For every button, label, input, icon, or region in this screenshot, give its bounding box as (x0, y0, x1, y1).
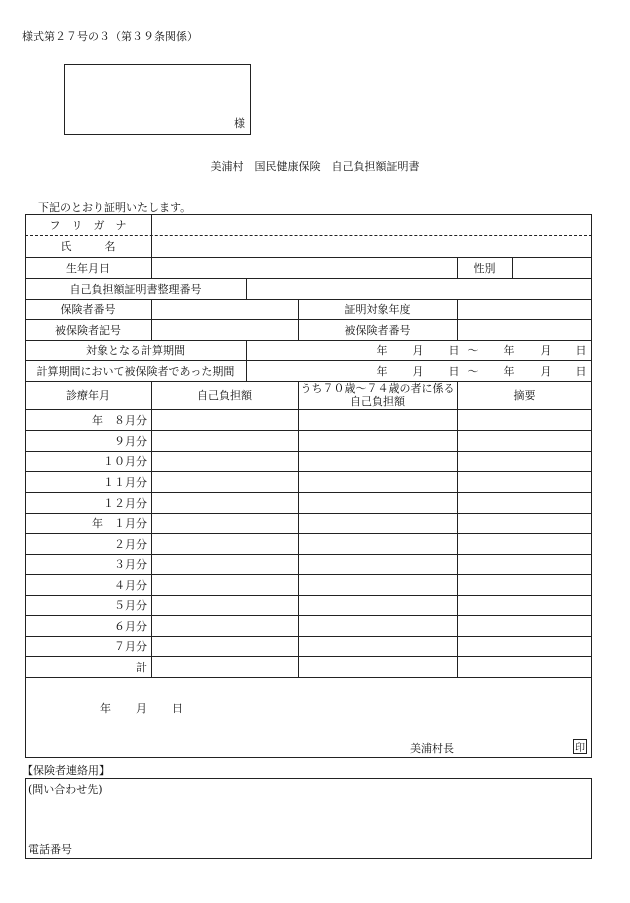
row-month: ５月分 (114, 599, 147, 612)
period1-to-month: 月 (540, 344, 552, 357)
period1-to-year: 年 (503, 344, 515, 357)
calc-period-label: 対象となる計算期間 (86, 344, 185, 357)
row-month: ３月分 (114, 558, 147, 571)
name-label: 氏 名 (60, 240, 116, 253)
row-month: 年 １月分 (92, 517, 147, 530)
row-month: 年 ８月分 (92, 413, 147, 427)
seal-mark: 印 (573, 739, 587, 754)
period2-tilde: ～ (467, 364, 479, 378)
period2-from-year: 年 (376, 364, 388, 378)
insurer-number-label: 保険者番号 (60, 303, 116, 316)
period1-from-year: 年 (376, 344, 388, 357)
row-month: ７月分 (114, 640, 147, 653)
header-copay-70-74-line2: 自己負担額 (350, 395, 405, 408)
period2-to-day: 日 (575, 364, 587, 378)
row-month: １０月分 (103, 455, 147, 468)
row-total: 計 (136, 660, 147, 674)
issuer-name: 美浦村長 (410, 742, 454, 755)
addressee-suffix: 様 (234, 117, 245, 130)
period2-from-day: 日 (448, 364, 460, 378)
header-month: 診療年月 (66, 389, 110, 402)
birthdate-label: 生年月日 (66, 261, 110, 275)
insured-period-label: 計算期間において被保険者であった期間 (36, 364, 235, 378)
row-month: １２月分 (103, 496, 147, 510)
contact-phone: 電話番号 (28, 843, 72, 856)
issue-date-month: 月 (136, 702, 147, 715)
insured-number-label: 被保険者番号 (344, 323, 411, 337)
furigana-label: フ リ ガ ナ (49, 218, 127, 232)
document-title: 美浦村 国民健康保険 自己負担額証明書 (210, 160, 420, 173)
period1-tilde: ～ (467, 344, 479, 357)
cert-number-label: 自己負担額証明書整理番号 (69, 282, 202, 296)
contact-section-title: 【保険者連絡用】 (22, 764, 110, 777)
period2-to-month: 月 (540, 364, 552, 378)
header-copay: 自己負担額 (197, 389, 252, 402)
period1-from-day: 日 (448, 344, 460, 357)
row-month: ２月分 (114, 537, 147, 551)
period2-from-month: 月 (412, 364, 424, 378)
period1-from-month: 月 (412, 344, 424, 357)
cert-year-label: 証明対象年度 (344, 303, 411, 316)
addressee-box (64, 64, 251, 135)
form-number: 様式第２７号の３（第３９条関係） (22, 30, 198, 43)
header-copay-70-74-line1: うち７０歳～７４歳の者に係る (300, 382, 455, 395)
insured-symbol-label: 被保険者記号 (55, 323, 121, 337)
row-month: ４月分 (114, 578, 147, 592)
issue-date-year: 年 (100, 702, 111, 715)
row-month: ９月分 (114, 434, 147, 448)
contact-inquiry: (問い合わせ先) (28, 783, 103, 796)
contact-box (25, 778, 592, 859)
row-month: ６月分 (114, 619, 147, 633)
period1-to-day: 日 (575, 344, 587, 357)
intro-text: 下記のとおり証明いたします。 (38, 201, 192, 214)
issue-date-day: 日 (172, 702, 183, 715)
row-month: １１月分 (103, 475, 147, 489)
header-remarks: 摘要 (513, 389, 536, 402)
header-copay-70-74 (298, 381, 457, 410)
period2-to-year: 年 (503, 364, 515, 378)
sex-label: 性別 (473, 261, 496, 275)
